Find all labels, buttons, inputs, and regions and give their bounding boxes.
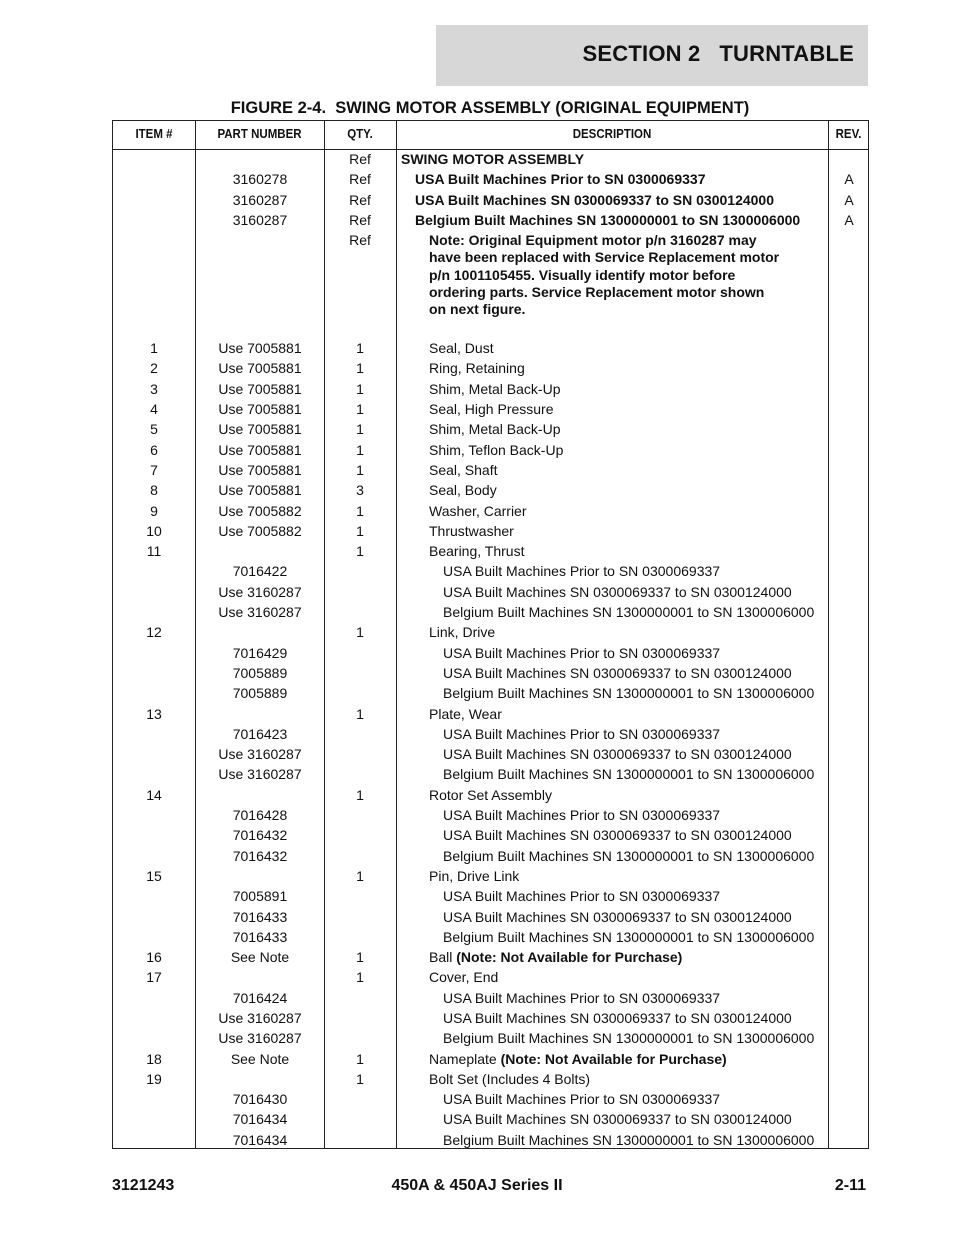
description-text: USA Built Machines Prior to SN 0300069337 bbox=[415, 171, 706, 188]
description-text: Link, Drive bbox=[429, 624, 496, 641]
table-row bbox=[113, 561, 868, 581]
description bbox=[397, 988, 875, 1008]
table-row bbox=[113, 967, 868, 987]
section-title: SECTION 2 TURNTABLE bbox=[582, 41, 854, 66]
quantity: 1 bbox=[356, 461, 364, 478]
description-text: Cover, End bbox=[429, 969, 499, 986]
description bbox=[397, 744, 875, 764]
description bbox=[397, 210, 847, 230]
description bbox=[397, 190, 847, 210]
table-row bbox=[113, 704, 868, 724]
quantity: 1 bbox=[356, 1050, 364, 1067]
quantity: 1 bbox=[356, 543, 364, 560]
item-number: 18 bbox=[146, 1050, 162, 1067]
description-text: Bolt Set (Includes 4 Bolts) bbox=[429, 1070, 591, 1087]
description bbox=[397, 541, 861, 561]
description bbox=[397, 399, 861, 419]
description bbox=[397, 683, 875, 703]
column-header-item: ITEM # bbox=[135, 127, 173, 141]
description-text: USA Built Machines Prior to SN 0300069337 bbox=[443, 888, 721, 905]
table-row bbox=[113, 460, 868, 480]
table-row bbox=[113, 480, 868, 500]
quantity: Ref bbox=[349, 151, 371, 167]
description-text: Belgium Built Machines SN 1300000001 to SN 1300006000 bbox=[443, 1030, 815, 1047]
description bbox=[397, 663, 875, 683]
description-text: Ball bbox=[429, 949, 457, 966]
description bbox=[397, 338, 861, 358]
part-number: Use 7005881 bbox=[218, 441, 302, 458]
description-text: Washer, Carrier bbox=[429, 502, 527, 519]
note-line: ordering parts. Service Replacement motor shown bbox=[429, 284, 765, 301]
description-text: SWING MOTOR ASSEMBLY bbox=[401, 151, 585, 167]
table-row bbox=[113, 399, 868, 419]
column-header-rev: REV. bbox=[835, 127, 862, 141]
quantity: Ref bbox=[349, 211, 371, 228]
description-text: USA Built Machines Prior to SN 0300069337 bbox=[443, 644, 721, 661]
description-text: Seal, Body bbox=[429, 482, 497, 499]
table-row bbox=[113, 988, 868, 1008]
table-row bbox=[113, 521, 868, 541]
description bbox=[397, 866, 861, 886]
item-number: 14 bbox=[146, 786, 162, 803]
description bbox=[397, 582, 875, 602]
note-text bbox=[429, 232, 779, 318]
table-row bbox=[113, 622, 868, 642]
item-number: 8 bbox=[150, 482, 158, 499]
table-row bbox=[113, 744, 868, 764]
description bbox=[397, 907, 875, 927]
table-row bbox=[113, 169, 868, 189]
table-row bbox=[113, 358, 868, 378]
quantity: 1 bbox=[356, 949, 364, 966]
description-text: USA Built Machines Prior to SN 0300069337 bbox=[443, 725, 721, 742]
table-row bbox=[113, 805, 868, 825]
part-number: Use 7005881 bbox=[218, 482, 302, 499]
description bbox=[397, 501, 861, 521]
table-row bbox=[113, 1049, 868, 1069]
table-row bbox=[113, 764, 868, 784]
quantity: 1 bbox=[356, 1070, 364, 1087]
part-number: Use 7005881 bbox=[218, 421, 302, 438]
description bbox=[397, 358, 861, 378]
table-row bbox=[113, 643, 868, 663]
description bbox=[397, 561, 875, 581]
table-row bbox=[113, 190, 868, 210]
item-number: 9 bbox=[150, 502, 158, 519]
table-row bbox=[113, 866, 868, 886]
part-number: 7016422 bbox=[232, 563, 288, 580]
description bbox=[397, 419, 861, 439]
description-text: USA Built Machines SN 0300069337 to SN 0300124000 bbox=[415, 191, 775, 208]
table-row bbox=[113, 1028, 868, 1048]
item-number: 11 bbox=[146, 543, 162, 560]
description-text: Shim, Metal Back-Up bbox=[429, 380, 561, 397]
part-number: Use 3160287 bbox=[218, 766, 302, 783]
description-text: Belgium Built Machines SN 1300000001 to SN 1300006000 bbox=[443, 766, 815, 783]
quantity: 1 bbox=[356, 502, 364, 519]
description-text: USA Built Machines SN 0300069337 to SN 0300124000 bbox=[443, 908, 792, 925]
description bbox=[397, 169, 847, 189]
revision: A bbox=[844, 171, 854, 188]
table-row bbox=[113, 1130, 868, 1150]
table-row bbox=[113, 1008, 868, 1028]
quantity: 1 bbox=[356, 786, 364, 803]
item-number: 16 bbox=[146, 949, 162, 966]
note-line: p/n 1001105455. Visually identify motor before bbox=[429, 266, 736, 283]
description bbox=[397, 967, 861, 987]
part-number: 7005889 bbox=[232, 664, 288, 681]
table-row bbox=[113, 724, 868, 744]
description-text: Pin, Drive Link bbox=[429, 867, 520, 884]
part-number: 7016434 bbox=[232, 1111, 288, 1128]
note-line: on next figure. bbox=[429, 301, 526, 318]
quantity: 1 bbox=[356, 421, 364, 438]
description-text: USA Built Machines SN 0300069337 to SN 0300124000 bbox=[443, 827, 792, 844]
quantity: 1 bbox=[356, 360, 364, 377]
quantity: 1 bbox=[356, 441, 364, 458]
part-number: 7016423 bbox=[232, 725, 288, 742]
description bbox=[397, 643, 875, 663]
part-number: 3160278 bbox=[232, 171, 288, 188]
description-text: Plate, Wear bbox=[429, 705, 502, 722]
part-number: Use 7005881 bbox=[218, 401, 302, 418]
description bbox=[397, 886, 875, 906]
quantity: Ref bbox=[349, 191, 371, 208]
parts-table bbox=[112, 120, 869, 1149]
part-number: Use 7005881 bbox=[218, 360, 302, 377]
item-number: 7 bbox=[150, 461, 158, 478]
part-number: Use 7005882 bbox=[218, 502, 302, 519]
description-text: Seal, Shaft bbox=[429, 461, 498, 478]
part-number: Use 7005881 bbox=[218, 340, 302, 357]
description-text: Nameplate bbox=[429, 1050, 501, 1067]
table-row bbox=[113, 379, 868, 399]
table-row bbox=[113, 825, 868, 845]
description-text: Ring, Retaining bbox=[429, 360, 525, 377]
quantity: 1 bbox=[356, 969, 364, 986]
part-number: Use 3160287 bbox=[218, 604, 302, 621]
description-text: Seal, Dust bbox=[429, 340, 494, 357]
part-number: Use 3160287 bbox=[218, 1009, 302, 1026]
quantity: Ref bbox=[349, 171, 371, 188]
part-number: Use 3160287 bbox=[218, 583, 302, 600]
description-text: USA Built Machines SN 0300069337 to SN 0300124000 bbox=[443, 1009, 792, 1026]
part-number: 7016424 bbox=[232, 989, 288, 1006]
part-number: 7005889 bbox=[232, 685, 288, 702]
footer-model: 450A & 450AJ Series II bbox=[391, 1177, 563, 1194]
item-number: 12 bbox=[146, 624, 162, 641]
description bbox=[397, 1069, 861, 1089]
quantity: 1 bbox=[356, 867, 364, 884]
description bbox=[397, 1089, 875, 1109]
item-number: 6 bbox=[150, 441, 158, 458]
part-number: 7016432 bbox=[232, 827, 288, 844]
description bbox=[397, 927, 875, 947]
description bbox=[397, 440, 861, 460]
table-row bbox=[113, 947, 868, 967]
table-row bbox=[113, 149, 868, 169]
quantity: 1 bbox=[356, 401, 364, 418]
description bbox=[397, 460, 861, 480]
quantity: 1 bbox=[356, 340, 364, 357]
column-header-qty: QTY. bbox=[347, 127, 373, 141]
item-number: 13 bbox=[146, 705, 162, 722]
table-row bbox=[113, 663, 868, 683]
description-text: Belgium Built Machines SN 1300000001 to SN 1300006000 bbox=[443, 928, 815, 945]
description bbox=[397, 764, 875, 784]
table-row bbox=[113, 602, 868, 622]
description-text: USA Built Machines Prior to SN 0300069337 bbox=[443, 563, 721, 580]
item-number: 19 bbox=[146, 1070, 162, 1087]
description-text: Bearing, Thrust bbox=[429, 543, 525, 560]
quantity: Ref bbox=[349, 232, 371, 249]
footer-document-number: 3121243 bbox=[112, 1177, 175, 1194]
description-text: USA Built Machines Prior to SN 0300069337 bbox=[443, 1091, 721, 1108]
description-text: USA Built Machines Prior to SN 0300069337 bbox=[443, 989, 721, 1006]
quantity: 1 bbox=[356, 624, 364, 641]
part-number: 7016433 bbox=[232, 908, 288, 925]
section-header bbox=[436, 25, 868, 86]
description bbox=[397, 622, 861, 642]
note-line: have been replaced with Service Replacement motor bbox=[429, 249, 780, 266]
description-text: USA Built Machines Prior to SN 0300069337 bbox=[443, 807, 721, 824]
description-text: USA Built Machines SN 0300069337 to SN 0300124000 bbox=[443, 746, 792, 763]
part-number: 7005891 bbox=[232, 888, 288, 905]
description-text: USA Built Machines SN 0300069337 to SN 0300124000 bbox=[443, 583, 792, 600]
description bbox=[397, 379, 861, 399]
part-number: 7016429 bbox=[232, 644, 288, 661]
table-row bbox=[113, 210, 868, 230]
description bbox=[397, 602, 875, 622]
item-number: 10 bbox=[146, 522, 162, 539]
table-row bbox=[113, 683, 868, 703]
part-number: 7016430 bbox=[232, 1091, 288, 1108]
description bbox=[397, 1109, 875, 1129]
description bbox=[397, 480, 861, 500]
part-number: 3160287 bbox=[232, 191, 288, 208]
part-number: Use 7005881 bbox=[218, 461, 302, 478]
revision: A bbox=[844, 191, 854, 208]
quantity: 1 bbox=[356, 522, 364, 539]
description bbox=[397, 805, 875, 825]
table-row bbox=[113, 541, 868, 561]
item-number: 3 bbox=[150, 380, 158, 397]
part-number: 3160287 bbox=[232, 211, 288, 228]
availability-note: (Note: Not Available for Purchase) bbox=[456, 949, 683, 966]
part-number: Use 7005881 bbox=[218, 380, 302, 397]
description bbox=[397, 704, 861, 724]
description-text: Belgium Built Machines SN 1300000001 to SN 1300006000 bbox=[443, 604, 815, 621]
description bbox=[397, 846, 875, 866]
table-row bbox=[113, 1069, 868, 1089]
description bbox=[397, 1028, 875, 1048]
part-number: Use 3160287 bbox=[218, 1030, 302, 1047]
table-row bbox=[113, 927, 868, 947]
description-text: Belgium Built Machines SN 1300000001 to SN 1300006000 bbox=[443, 847, 815, 864]
note-row bbox=[113, 230, 868, 338]
part-number: 7016434 bbox=[232, 1131, 288, 1148]
description-text: USA Built Machines SN 0300069337 to SN 0300124000 bbox=[443, 664, 792, 681]
description bbox=[397, 1130, 875, 1150]
table-row bbox=[113, 338, 868, 358]
table-row bbox=[113, 1089, 868, 1109]
column-header-description: DESCRIPTION bbox=[572, 127, 652, 141]
part-number: 7016433 bbox=[232, 928, 288, 945]
description-text: USA Built Machines SN 0300069337 to SN 0300124000 bbox=[443, 1111, 792, 1128]
table-row bbox=[113, 501, 868, 521]
part-number: 7016432 bbox=[232, 847, 288, 864]
table-row bbox=[113, 907, 868, 927]
description-text: Belgium Built Machines SN 1300000001 to SN 1300006000 bbox=[443, 685, 815, 702]
table-row bbox=[113, 440, 868, 460]
description bbox=[397, 825, 875, 845]
description-text: Belgium Built Machines SN 1300000001 to SN 1300006000 bbox=[443, 1131, 815, 1148]
part-number: See Note bbox=[230, 1050, 290, 1067]
description-text: Seal, High Pressure bbox=[429, 401, 554, 418]
description-text: Belgium Built Machines SN 1300000001 to SN 1300006000 bbox=[415, 211, 801, 228]
description-text: Shim, Teflon Back-Up bbox=[429, 441, 564, 458]
part-number: See Note bbox=[230, 949, 290, 966]
availability-note: (Note: Not Available for Purchase) bbox=[500, 1050, 727, 1067]
description bbox=[397, 724, 875, 744]
table-body bbox=[113, 149, 868, 1150]
item-number: 17 bbox=[146, 969, 162, 986]
item-number: 4 bbox=[150, 401, 158, 418]
quantity: 1 bbox=[356, 380, 364, 397]
table-row bbox=[113, 582, 868, 602]
description bbox=[397, 1008, 875, 1028]
quantity: 3 bbox=[356, 482, 364, 499]
table-row bbox=[113, 886, 868, 906]
part-number: 7016428 bbox=[232, 807, 288, 824]
revision: A bbox=[844, 211, 854, 228]
item-number: 2 bbox=[150, 360, 158, 377]
footer-page-number: 2-11 bbox=[834, 1177, 866, 1194]
note-line: Note: Original Equipment motor p/n 3160287 may bbox=[429, 232, 757, 249]
description-text: Rotor Set Assembly bbox=[429, 786, 552, 803]
table-row bbox=[113, 846, 868, 866]
table-row bbox=[113, 785, 868, 805]
column-header-part-number: PART NUMBER bbox=[217, 127, 302, 141]
item-number: 15 bbox=[146, 867, 162, 884]
part-number: Use 7005882 bbox=[218, 522, 302, 539]
item-number: 1 bbox=[150, 340, 158, 357]
figure-title: FIGURE 2-4. SWING MOTOR ASSEMBLY (ORIGINAL EQUIPMENT) bbox=[230, 99, 750, 117]
quantity: 1 bbox=[356, 705, 364, 722]
description-text: Shim, Metal Back-Up bbox=[429, 421, 561, 438]
description bbox=[397, 1049, 861, 1069]
description-text: Thrustwasher bbox=[429, 522, 514, 539]
table-row bbox=[113, 1109, 868, 1129]
part-number: Use 3160287 bbox=[218, 746, 302, 763]
description bbox=[397, 947, 861, 967]
description bbox=[397, 521, 861, 541]
description bbox=[397, 149, 833, 169]
item-number: 5 bbox=[150, 421, 158, 438]
table-row bbox=[113, 419, 868, 439]
description bbox=[397, 785, 861, 805]
